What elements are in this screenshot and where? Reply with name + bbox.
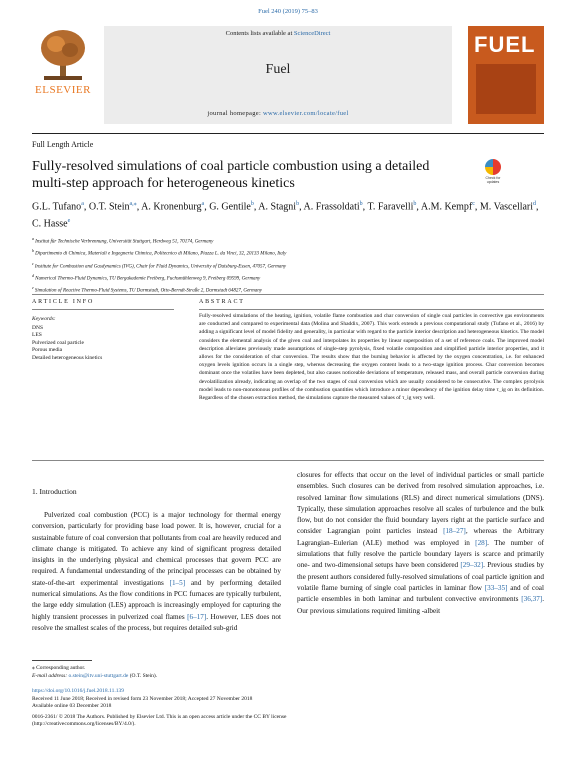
author-name[interactable]: A.M. Kempf [420,201,473,213]
footnote-rule [32,660,92,661]
author-affiliation-mark[interactable]: b [296,201,300,207]
doi-link[interactable]: https://doi.org/10.1016/j.fuel.2018.11.139 [32,688,124,694]
keywords-block [32,316,172,362]
body-column-left [32,487,281,634]
homepage-prefix: journal homepage: [207,110,263,117]
body-text: . Our previous simulations required limiting -albeit [297,595,544,615]
abstract-rule [199,309,544,310]
author-name[interactable]: G. Gentile [209,201,251,213]
author-separator: , [416,201,421,213]
email-line [32,672,332,680]
author-name[interactable]: A. Stagni [258,201,297,213]
introduction-heading: 1. Introduction [32,487,77,496]
cover-image [476,64,536,114]
affiliation-text: Numerical Thermo-Fluid Dynamics, TU Bergakademie Freiberg, Fuchsmühlenweg 9, Freiberg 09599, Germany [35,276,261,282]
affiliation-label: a [32,236,36,241]
article-type: Full Length Article [32,140,94,149]
received-dates: Received 11 June 2018; Received in revised form 23 November 2018; Accepted 27 November 2018 [32,695,253,702]
citation-link[interactable]: [28] [475,538,488,547]
crossmark-button[interactable] [482,159,504,183]
masthead [32,20,544,130]
abstract-top-rule [32,294,544,295]
body-text: and by performing detailed numerical simulations. As the flow conditions in PCC furnaces are typically turbulent, the large eddy simulation (LES) approach is increasingly employed for capturing the highly transient processes in pulverized coal flames [32,578,281,621]
contents-line [104,30,452,37]
publisher-name: ELSEVIER [35,84,91,96]
affiliation-text: Dipartimento di Chimica, Materiali e Ingegneria Chimica, Politecnico di Milano, Piazza L. da Vinci, 32, 20133 Milano, Italy [35,251,287,257]
article-info-heading: ARTICLE INFO [32,299,95,305]
citation-link[interactable]: [36,37] [521,595,543,604]
author-name[interactable]: O.T. Stein [88,201,130,213]
body-text: , whereas the Arbitrary Lagrangian–Eulerian (ALE) method was employed in [297,527,544,547]
author-affiliation-mark[interactable]: a [81,201,84,207]
journal-name: Fuel [265,62,291,77]
citation-link[interactable]: [33–35] [484,583,508,592]
available-online: Available online 03 December 2018 [32,703,112,710]
affiliation-item [32,235,544,247]
abstract-heading: ABSTRACT [199,299,245,305]
affiliation-item [32,260,544,272]
citation-link[interactable]: [29–32] [460,561,484,570]
author-name[interactable]: A. Kronenburg [141,201,202,213]
elsevier-tree-icon [38,28,88,82]
body-text: and of coal particle ensembles in both laminar and turbulent convective environments [297,583,544,604]
affiliation-text: Simulation of Reactive Thermo-Fluid Systems, TU Darmstadt, Otto-Berndt-Straße 2, Darmstadt 64827, Germany [34,288,262,294]
author-affiliation-mark[interactable]: c [472,201,475,207]
affiliation-label: c [32,260,35,266]
author-separator: , [299,201,304,213]
author-separator: , [474,201,480,213]
author-name[interactable]: G.L. Tufano [32,201,82,213]
footnotes [32,664,332,680]
cover-title: FUEL [474,32,536,57]
body-column-right [297,470,544,617]
body-text: . The number of simulations that fully resolve the particle boundary layers is scarce and primarily one- and two-dimensional setups have been considered [297,538,544,570]
homepage-line [104,110,452,117]
abstract-text: Fully-resolved simulations of the heating, ignition, volatile flame combustion and char conversion of single coal particles in convective gas environments are conducted and compared to experimental data (Molina and Shaddix, 2007). This work extends a previous computational study (Tufano et al., 2016) by adding a significant level of model fidelity and generality, in particular with regard to the particle interior description and heterogeneous kinetics. The model considers the elemental analysis of the given coal and interpolates its properties by linear superposition of a set of reference coals. The improved model description alleviates previously made assumptions of single-step pyrolysis, fixed volatile composition and simplified particle interior properties, and it allows for the consideration of char conversion. The results show that the burning behavior is affected by the oxygen concentration, i.e. for enhanced oxygen levels ignition occurs in a single step, whereas decreasing the oxygen content leads to a two-stage ignition process. Char conversion becomes dominant once the volatiles have been depleted, but also causes noticeable deviations of temperature, released mass, and overall particle conversion during devolatilization already, indicating an overlap of the two stages of coal conversion which are usually considered to be consecutive. The complex pyrolysis model leads to non-monotonous profiles of the combustion quantities which introduce a minor dependency of the ignition delay time τ_ig on its definition. Regardless of the chosen extraction method, the simulations capture the measured values of τ_ig very well. [199,313,544,402]
author-separator: , [204,201,210,213]
crossmark-icon [485,159,501,175]
crossmark-label: Check for updates [485,176,501,184]
license-url[interactable]: (http://creativecommons.org/licenses/BY/4.0/). [32,721,136,728]
body-text: Pulverized coal combustion (PCC) is a major technology for thermal energy conversion, particularly for providing base load power. It is, however, crucial for a sustainable future of coal conversion that pollutants from coal are heavily reduced and climate change is mitigated. To achieve any kind of significant progress detailed insights in the underlying physical and chemical processes that govern PCC are required. A fundamental understanding of the principal processes can be obtained by state-of-the-art experimental investigations [32,511,281,587]
keyword-item: Detailed heterogeneous kinetics [32,354,103,361]
email-suffix: (O.T. Stein). [128,673,158,679]
keyword-item: LES [32,332,42,338]
elsevier-logo[interactable] [32,24,94,104]
author-separator: , [362,201,368,213]
author-affiliation-mark[interactable]: b [359,201,363,207]
citation-link[interactable]: [1–5] [169,578,186,587]
author-affiliation-mark[interactable]: e [67,218,71,225]
contents-prefix: Contents lists available at [225,30,294,37]
author-affiliation-mark[interactable]: b [413,201,417,207]
article-title: Fully-resolved simulations of coal particle combustion using a detailed multi-step approach for heterogeneous kinetics [32,159,430,191]
header-rule [32,133,544,134]
affiliation-item [32,247,544,259]
affiliation-list [32,235,544,296]
journal-cover[interactable] [468,26,544,124]
license-text: 0016-2361/ © 2018 The Authors. Published by Elsevier Ltd. This is an open access article under the CC BY license [32,713,287,720]
keywords-label: Keywords: [32,316,56,322]
introduction-paragraph-left [32,510,281,634]
author-name[interactable]: A. Frassoldati [303,201,360,213]
email-link[interactable]: o.stein@itv.uni-stuttgart.de [68,673,129,679]
body-text: . However, LES does not resolve the smallest scales of the process, but requires detailed sub-grid [32,612,281,632]
author-affiliation-mark[interactable]: b [250,201,254,207]
keywords-list [32,325,172,363]
journal-reference[interactable]: Fuel 240 (2019) 75–83 [258,8,318,15]
author-affiliation-mark[interactable]: a,⁎ [129,201,137,207]
keyword-item: DNS [32,324,44,331]
author-list [32,197,544,232]
email-label: E-mail address: [32,673,69,679]
author-affiliation-mark[interactable]: d [533,201,537,207]
affiliation-item [32,272,544,284]
author-separator: , [536,201,539,213]
body-text: closures for effects that occur on the level of individual particles or small particle ensembles. Such closures can be derived from resolved simulation approaches, i.e. resolved laminar flow simulations (RLS) and direct numerical simulations (DNS). Typically, these simulation approaches resolve all scales of turbulence and the bulk flow, but do not consider the fluid boundary layers right at the particle surface and consider Lagrangian point particles instead [297,471,544,536]
affiliation-label: e [32,285,35,290]
keyword-item: Pulverized coal particle [32,339,84,346]
article-metadata [32,688,544,729]
author-affiliation-mark[interactable]: a [201,201,205,207]
masthead-banner [104,26,452,124]
affiliation-text: Institut für Technische Verbrennung, Universität Stuttgart, Herdweg 51, 70174, Germany [35,239,214,245]
abstract-bottom-rule [32,460,544,461]
author-name[interactable]: C. Hasse [32,218,68,230]
author-separator: , [83,201,89,213]
author-name[interactable]: M. Vascellari [479,201,534,213]
keyword-item: Porous media [32,347,63,353]
author-separator: , [136,201,142,213]
body-text: . Previous studies by the present authors considered fully-resolved simulations of coal particle ignition and volatile flame burning of single coal particles in laminar flow [297,561,544,592]
sciencedirect-link[interactable]: ScienceDirect [293,30,331,37]
citation-link[interactable]: [18–27] [443,527,466,536]
affiliation-label: b [32,248,36,254]
journal-homepage-link[interactable]: www.elsevier.com/locate/fuel [262,110,349,117]
affiliation-label: d [32,272,36,278]
affiliation-text: Institute for Combustion and Gasdynamics (IVG), Chair for Fluid Dynamics, University of Duisburg-Essen, 47057, Germany [34,264,287,270]
corresponding-author-note: ⁎ Corresponding author. [32,665,86,671]
author-separator: , [253,201,259,213]
author-name[interactable]: T. Faravelli [367,201,414,213]
citation-link[interactable]: [6–17] [187,612,207,621]
article-info-rule [32,309,174,310]
